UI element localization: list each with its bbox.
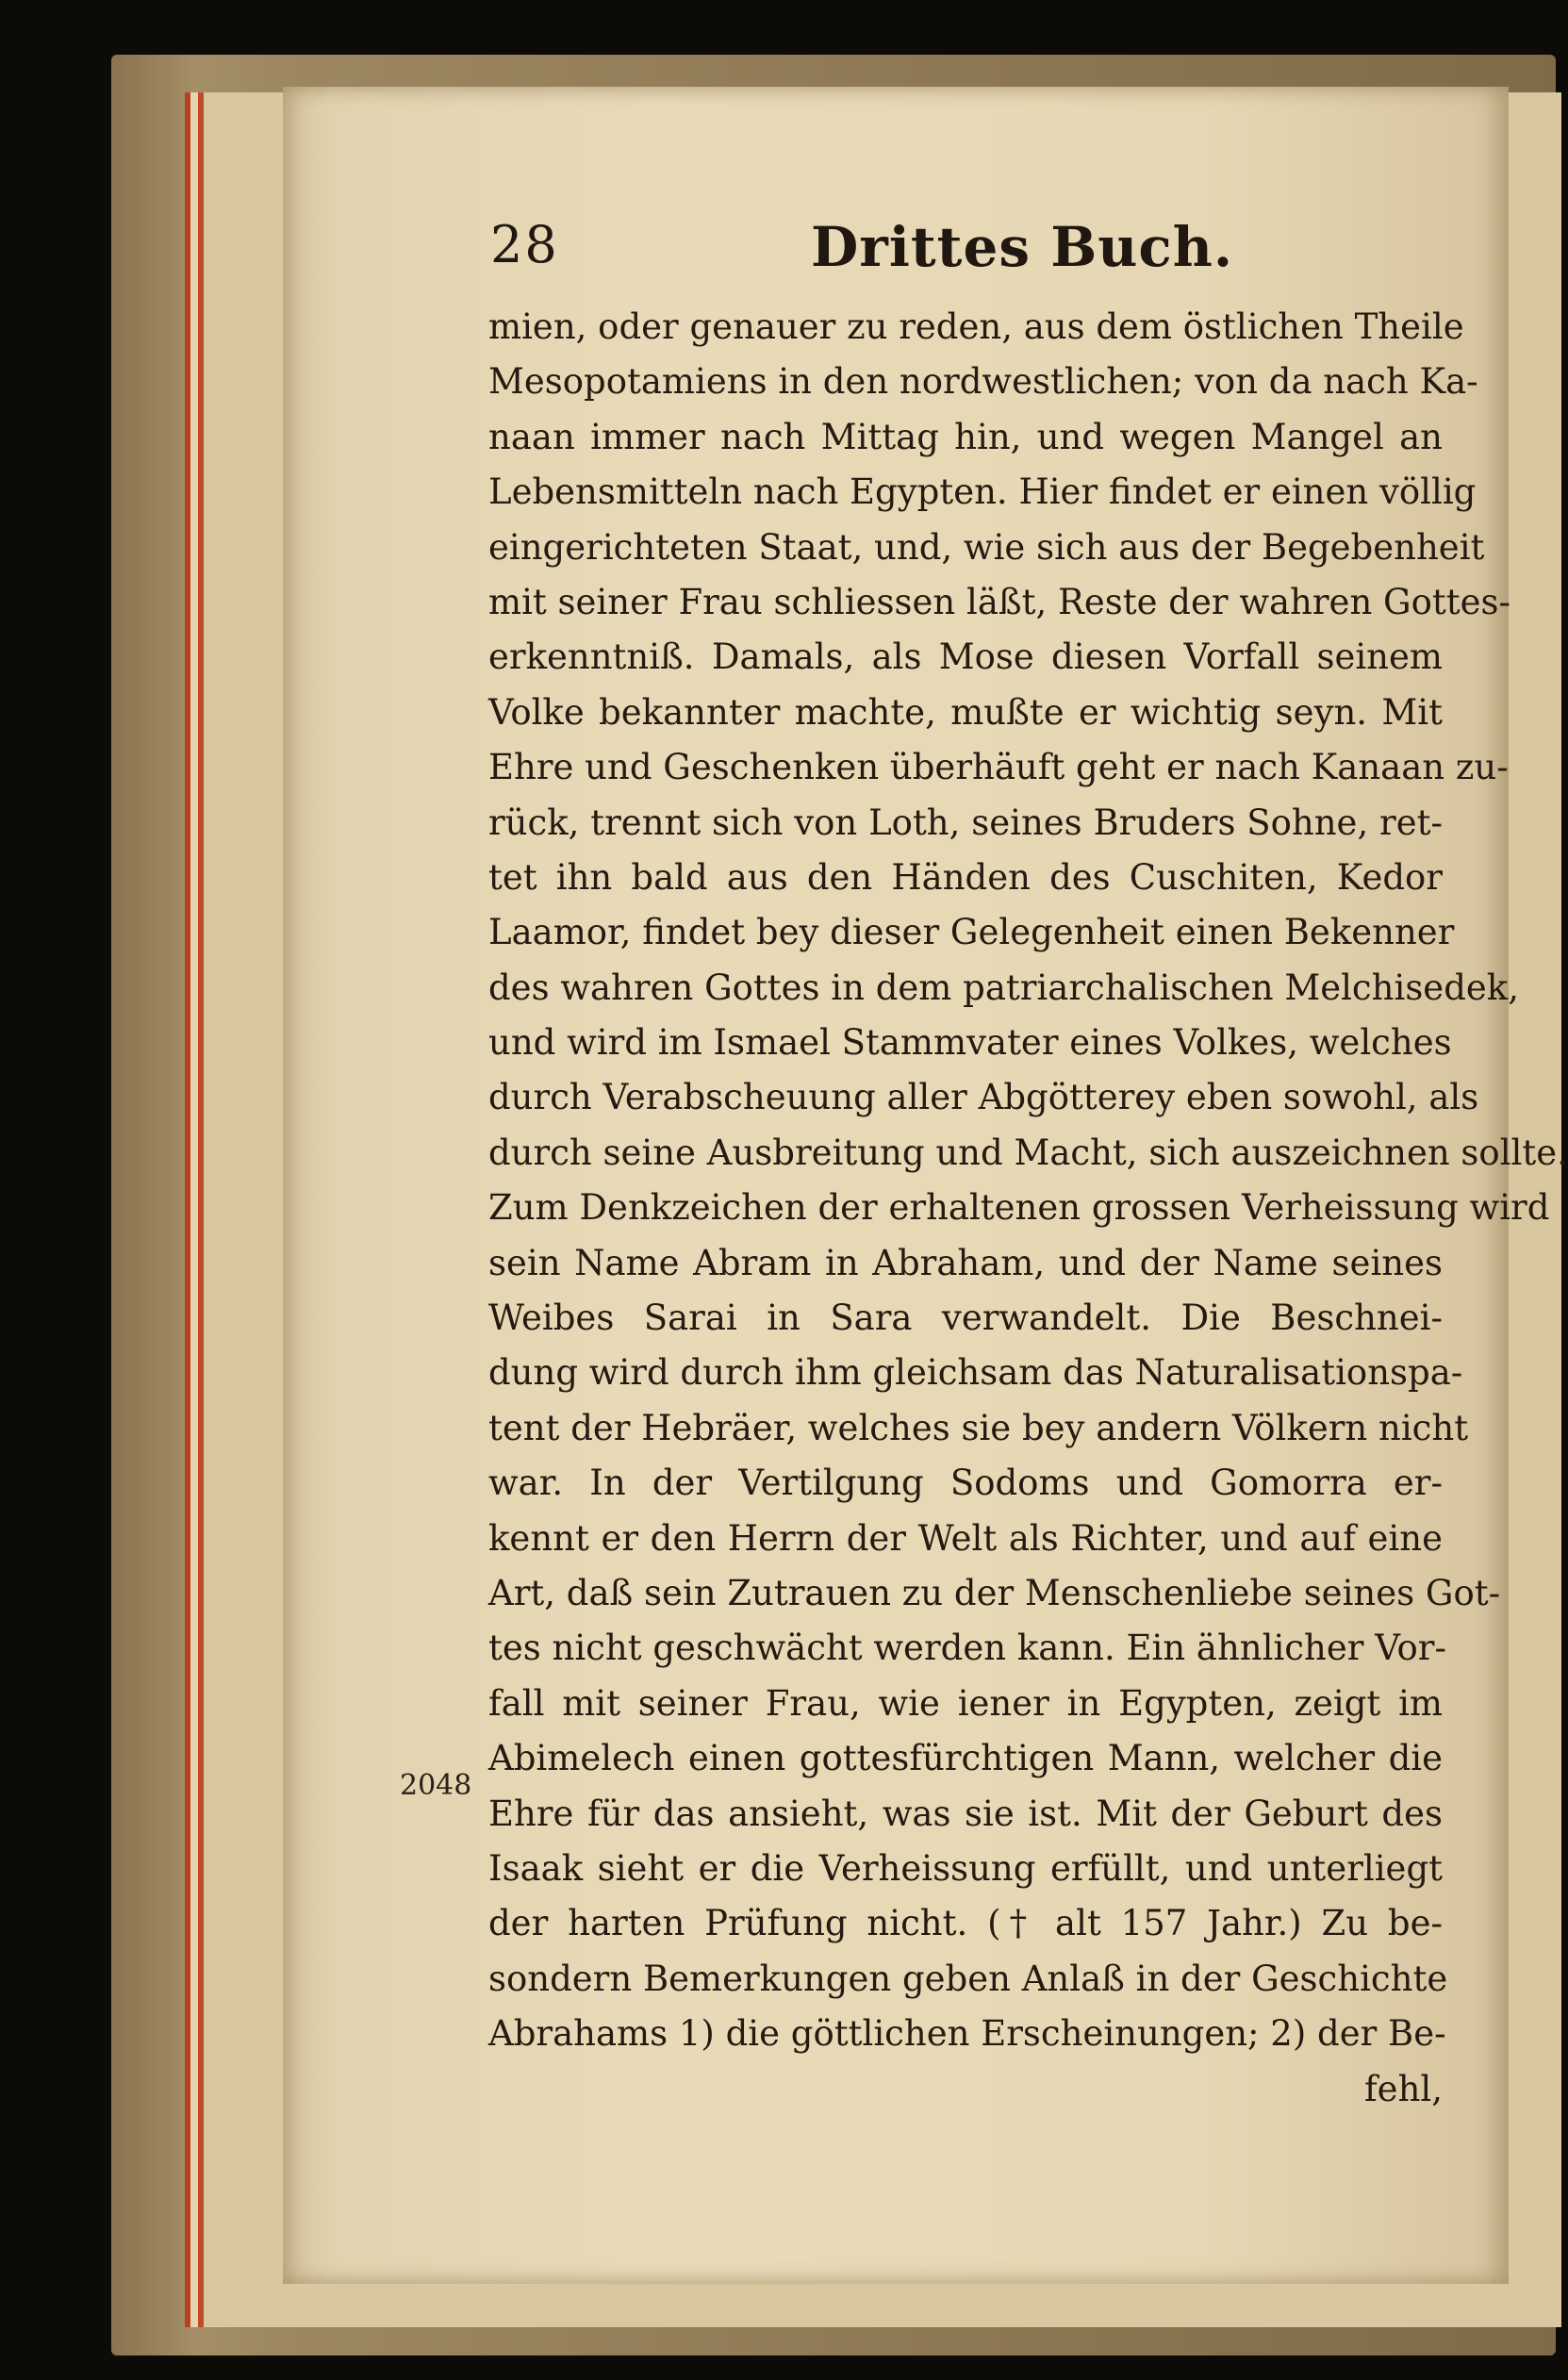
text-line: Mesopotamiens in den nordwestlichen; von da nach Ka- <box>488 361 1478 403</box>
text-line: mien, oder genauer zu reden, aus dem östlichen Theile <box>488 306 1464 347</box>
text-line: Volke bekannter machte, mußte er wichtig seyn. Mit <box>488 691 1443 733</box>
text-line: rück, trennt sich von Loth, seines Bruders Sohne, ret- <box>488 802 1443 843</box>
text-line: dung wird durch ihm gleichsam das Naturalisationspa- <box>488 1352 1463 1394</box>
margin-note: 2048 <box>400 1769 472 1802</box>
text-line: Lebensmitteln nach Egypten. Hier findet er einen völlig <box>488 471 1477 513</box>
text-line: Zum Denkzeichen der erhaltenen grossen Verheissung wird <box>488 1187 1550 1229</box>
text-line: tes nicht geschwächt werden kann. Ein ähnlicher Vor- <box>488 1628 1446 1669</box>
body-text <box>488 300 1568 2117</box>
text-line: der harten Prüfung nicht. († alt 157 Jahr.) Zu be- <box>488 1903 1443 1944</box>
running-head: Drittes Buch. <box>811 215 1234 279</box>
text-line: und wird im Ismael Stammvater eines Volkes, welches <box>488 1022 1452 1064</box>
text-line: mit seiner Frau schliessen läßt, Reste der wahren Gottes- <box>488 581 1511 622</box>
text-line: kennt er den Herrn der Welt als Richter, und auf eine <box>488 1517 1443 1559</box>
text-line: Ehre und Geschenken überhäuft geht er nach Kanaan zu- <box>488 747 1509 788</box>
text-line: Weibes Sarai in Sara verwandelt. Die Beschnei- <box>488 1297 1443 1339</box>
text-line: des wahren Gottes in dem patriarchalischen Melchisedek, <box>488 967 1519 1008</box>
text-line: sein Name Abram in Abraham, und der Name seines <box>488 1242 1443 1283</box>
text-line: eingerichteten Staat, und, wie sich aus der Begebenheit <box>488 526 1485 568</box>
page-header <box>490 215 1433 290</box>
text-line: war. In der Vertilgung Sodoms und Gomorra er- <box>488 1463 1443 1504</box>
text-line: durch seine Ausbreitung und Macht, sich auszeichnen sollte. <box>488 1132 1568 1173</box>
text-line: naan immer nach Mittag hin, und wegen Mangel an <box>488 416 1443 457</box>
text-line: sondern Bemerkungen geben Anlaß in der Geschichte <box>488 1958 1448 1999</box>
catchword: fehl, <box>1363 2068 1443 2109</box>
text-line: Laamor, findet bey dieser Gelegenheit einen Bekenner <box>488 912 1455 953</box>
text-line: Abrahams 1) die göttlichen Erscheinungen; 2) der Be- <box>488 2013 1446 2055</box>
text-line: erkenntniß. Damals, als Mose diesen Vorfall seinem <box>488 636 1443 678</box>
text-line: tet ihn bald aus den Händen des Cuschiten, Kedor <box>488 856 1443 898</box>
text-line: Art, daß sein Zutrauen zu der Menschenliebe seines Got- <box>488 1572 1501 1613</box>
text-line: tent der Hebräer, welches sie bey andern Völkern nicht <box>488 1407 1469 1448</box>
text-line: Ehre für das ansieht, was sie ist. Mit der Geburt des <box>488 1793 1443 1834</box>
text-line: durch Verabscheuung aller Abgötterey eben sowohl, als <box>488 1077 1479 1118</box>
text-line: Abimelech einen gottesfürchtigen Mann, welcher die <box>488 1738 1443 1779</box>
text-line: Isaak sieht er die Verheissung erfüllt, und unterliegt <box>488 1847 1443 1889</box>
text-line: fall mit seiner Frau, wie iener in Egypten, zeigt im <box>488 1682 1443 1724</box>
page-number: 28 <box>490 215 559 274</box>
